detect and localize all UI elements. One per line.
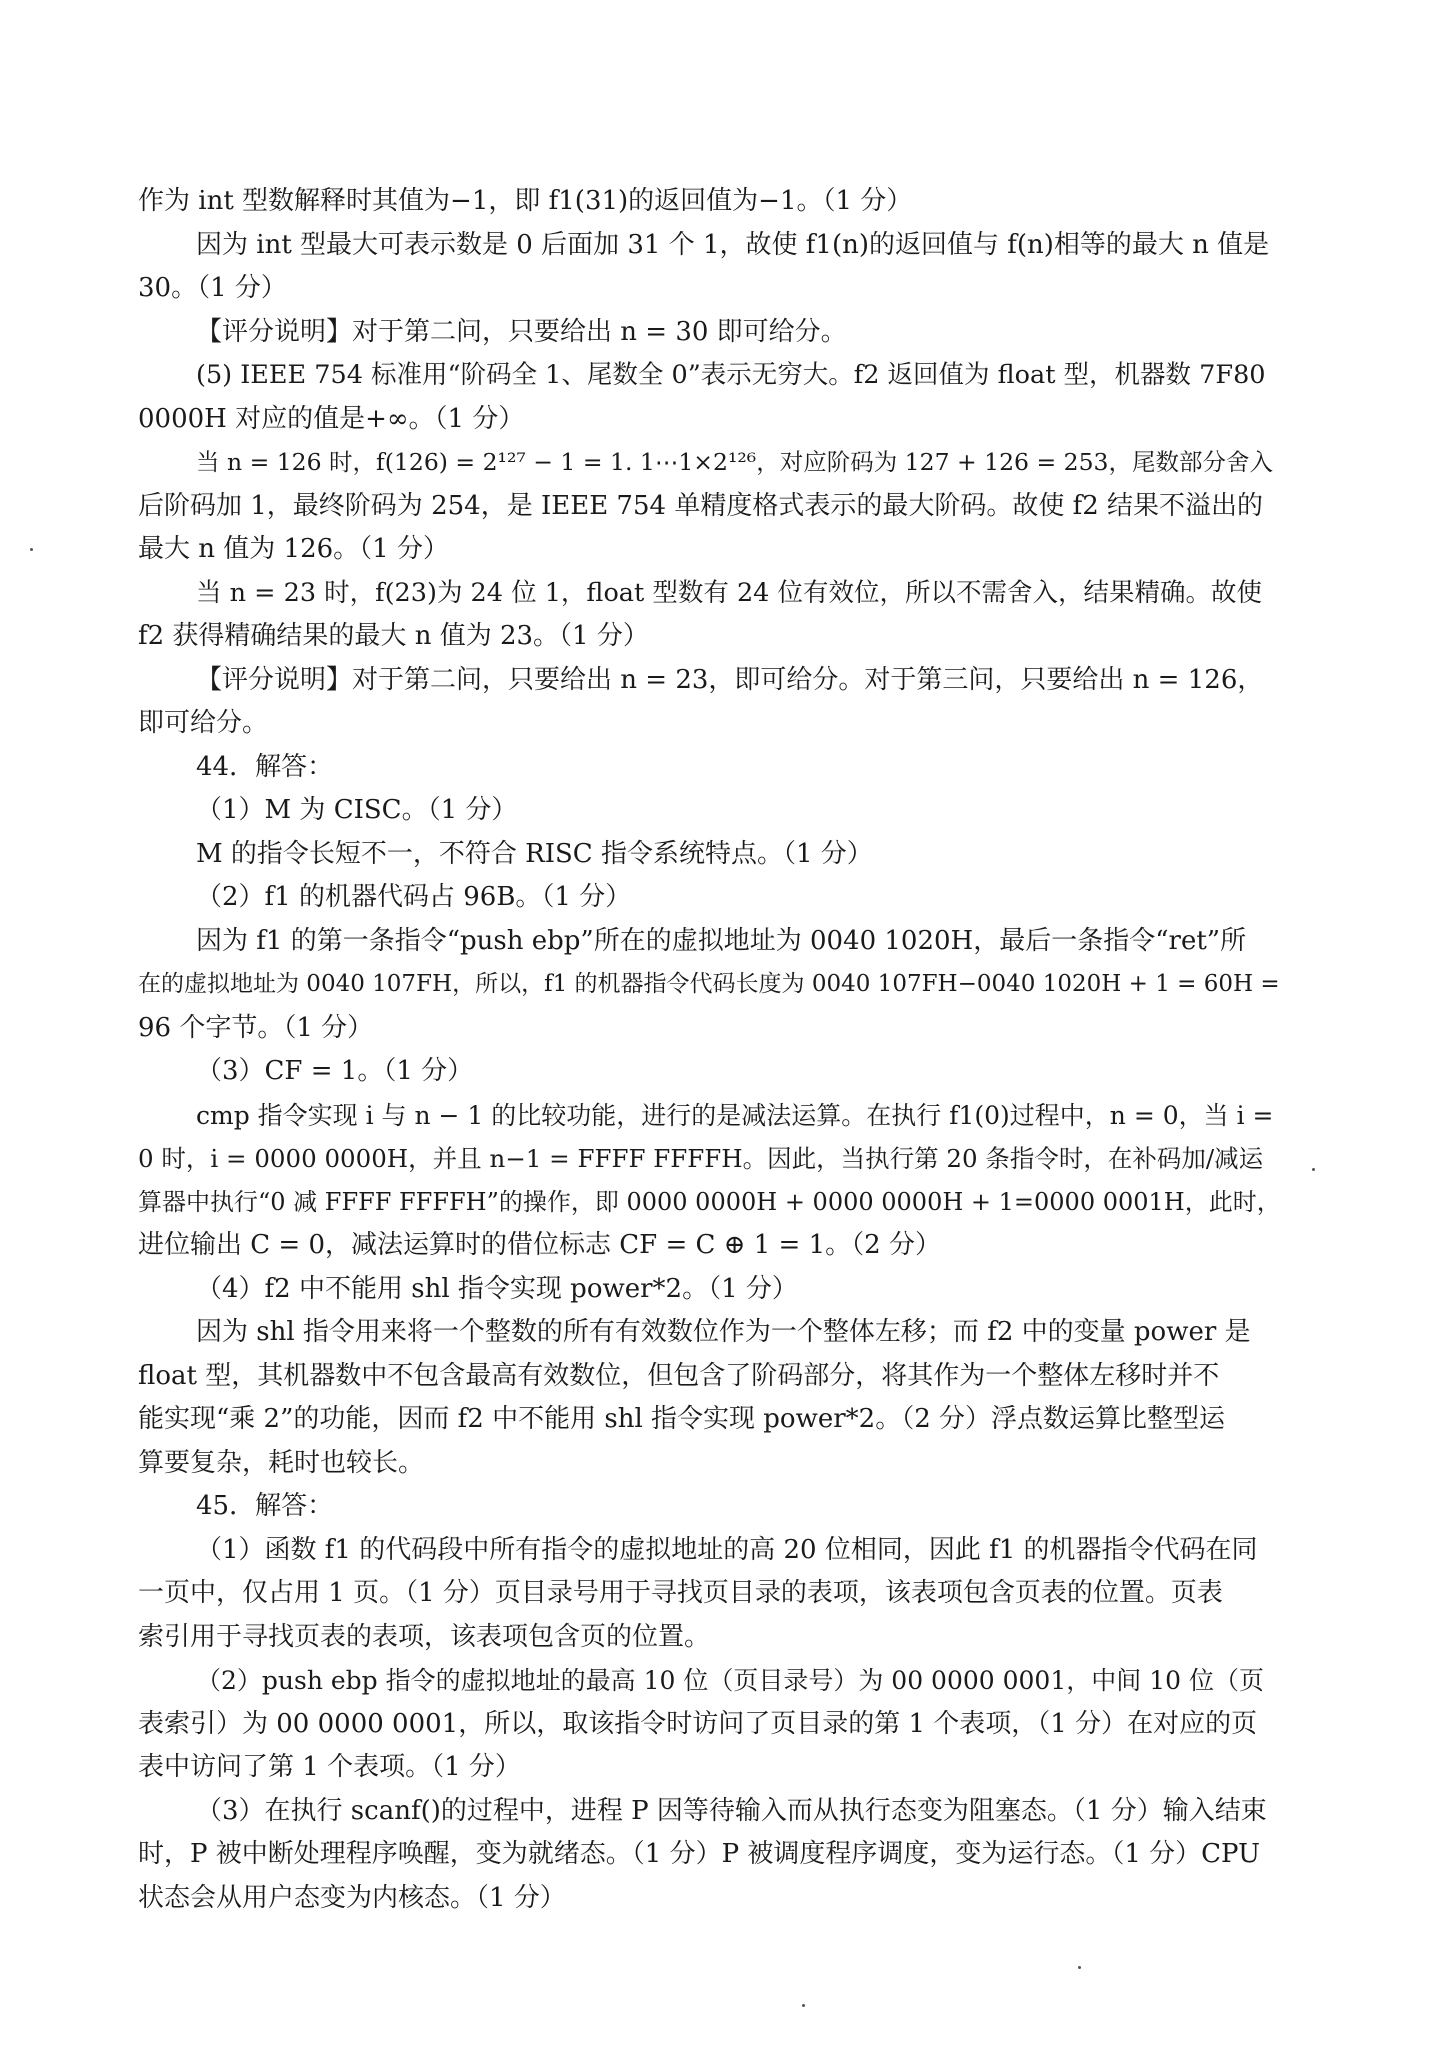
text-line: 当 n = 126 时，f(126) = 2¹²⁷ − 1 = 1. 1⋯1×2¹²⁶，对应阶码为 127 + 126 = 253，尾数部分舍入 bbox=[196, 448, 1273, 476]
scan-speck bbox=[802, 2004, 805, 2007]
text-line: M 的指令长短不一，不符合 RISC 指令系统特点。（1 分） bbox=[196, 838, 873, 869]
document-body bbox=[138, 180, 1282, 1920]
text-line: （3）CF = 1。（1 分） bbox=[196, 1056, 474, 1086]
text-line: 能实现“乘 2”的功能，因而 f2 中不能用 shl 指令实现 power*2。（2 分）浮点数运算比整型运 bbox=[138, 1404, 1225, 1434]
text-line: 算器中执行“0 减 FFFF FFFFH”的操作，即 0000 0000H + 0000 0000H + 1=0000 0001H，此时， bbox=[138, 1187, 1281, 1216]
text-line: 0000H 对应的值是+∞。（1 分） bbox=[138, 403, 525, 434]
text-line: f2 获得精确结果的最大 n 值为 23。（1 分） bbox=[138, 621, 649, 651]
text-line: 即可给分。 bbox=[138, 708, 269, 738]
scan-speck bbox=[1078, 1966, 1081, 1969]
text-line: 表中访问了第 1 个表项。（1 分） bbox=[138, 1752, 521, 1782]
text-line: （2）push ebp 指令的虚拟地址的最高 10 位（页目录号）为 00 0000 0001，中间 10 位（页 bbox=[196, 1666, 1264, 1695]
text-line: 45．解答： bbox=[196, 1491, 334, 1521]
text-line: 时，P 被中断处理程序唤醒，变为就绪态。（1 分）P 被调度程序调度，变为运行态。（1 分）CPU bbox=[138, 1839, 1260, 1869]
text-line: 算要复杂，耗时也较长。 bbox=[138, 1447, 425, 1478]
text-line: （4）f2 中不能用 shl 指令实现 power*2。（1 分） bbox=[196, 1273, 798, 1304]
text-line: 状态会从用户态变为内核态。（1 分） bbox=[138, 1882, 566, 1913]
text-line: （1）函数 f1 的代码段中所有指令的虚拟地址的高 20 位相同，因此 f1 的机器指令代码在同 bbox=[196, 1534, 1258, 1565]
text-line: float 型，其机器数中不包含最高有效数位，但包含了阶码部分，将其作为一个整体左移时并不 bbox=[138, 1360, 1220, 1391]
text-line: 【评分说明】对于第二问，只要给出 n = 30 即可给分。 bbox=[196, 316, 847, 347]
text-line: 进位输出 C = 0，减法运算时的借位标志 CF = C ⊕ 1 = 1。（2 分） bbox=[138, 1230, 941, 1260]
text-line: (5) IEEE 754 标准用“阶码全 1、尾数全 0”表示无穷大。f2 返回值为 float 型，机器数 7F80 bbox=[196, 360, 1266, 390]
text-line: 索引用于寻找页表的表项，该表项包含页的位置。 bbox=[138, 1621, 711, 1652]
text-line: 因为 f1 的第一条指令“push ebp”所在的虚拟地址为 0040 1020H，最后一条指令“ret”所 bbox=[196, 925, 1247, 956]
text-line: 最大 n 值为 126。（1 分） bbox=[138, 534, 449, 564]
text-line: 30。（1 分） bbox=[138, 273, 287, 303]
text-line: 【评分说明】对于第二问，只要给出 n = 23，即可给分。对于第三问，只要给出 n = 126， bbox=[196, 664, 1264, 695]
text-line: 一页中，仅占用 1 页。（1 分）页目录号用于寻找页目录的表项，该表项包含页表的位置。页表 bbox=[138, 1578, 1223, 1608]
text-line: 0 时，i = 0000 0000H，并且 n−1 = FFFF FFFFH。因此，当执行第 20 条指令时，在补码加/减运 bbox=[138, 1144, 1264, 1173]
text-line: 44．解答： bbox=[196, 751, 334, 782]
text-line: 96 个字节。（1 分） bbox=[138, 1012, 374, 1043]
text-line: 当 n = 23 时，f(23)为 24 位 1，float 型数有 24 位有效位，所以不需舍入，结果精确。故使 bbox=[196, 577, 1263, 608]
text-line: 因为 int 型最大可表示数是 0 后面加 31 个 1，故使 f1(n)的返回值与 f(n)相等的最大 n 值是 bbox=[196, 229, 1270, 260]
text-line: cmp 指令实现 i 与 n − 1 的比较功能，进行的是减法运算。在执行 f1(0)过程中，n = 0，当 i = bbox=[196, 1100, 1274, 1130]
text-line: （2）f1 的机器代码占 96B。（1 分） bbox=[196, 882, 632, 912]
text-line: 后阶码加 1，最终阶码为 254，是 IEEE 754 单精度格式表示的最大阶码。故使 f2 结果不溢出的 bbox=[138, 490, 1264, 521]
scan-speck bbox=[30, 548, 33, 551]
scan-speck bbox=[1312, 1168, 1315, 1171]
text-line: （1）M 为 CISC。（1 分） bbox=[196, 795, 518, 825]
text-line: 表索引）为 00 0000 0001，所以，取该指令时访问了页目录的第 1 个表项，（1 分）在对应的页 bbox=[138, 1708, 1258, 1739]
text-line: 作为 int 型数解释时其值为−1，即 f1(31)的返回值为−1。（1 分） bbox=[138, 186, 913, 216]
text-line: 在的虚拟地址为 0040 107FH，所以，f1 的机器指令代码长度为 0040 107FH−0040 1020H + 1 = 60H = bbox=[138, 971, 1280, 997]
text-line: 因为 shl 指令用来将一个整数的所有有效数位作为一个整体左移；而 f2 中的变量 power 是 bbox=[196, 1317, 1251, 1347]
text-line: （3）在执行 scanf()的过程中，进程 P 因等待输入而从执行态变为阻塞态。（1 分）输入结束 bbox=[196, 1795, 1267, 1826]
